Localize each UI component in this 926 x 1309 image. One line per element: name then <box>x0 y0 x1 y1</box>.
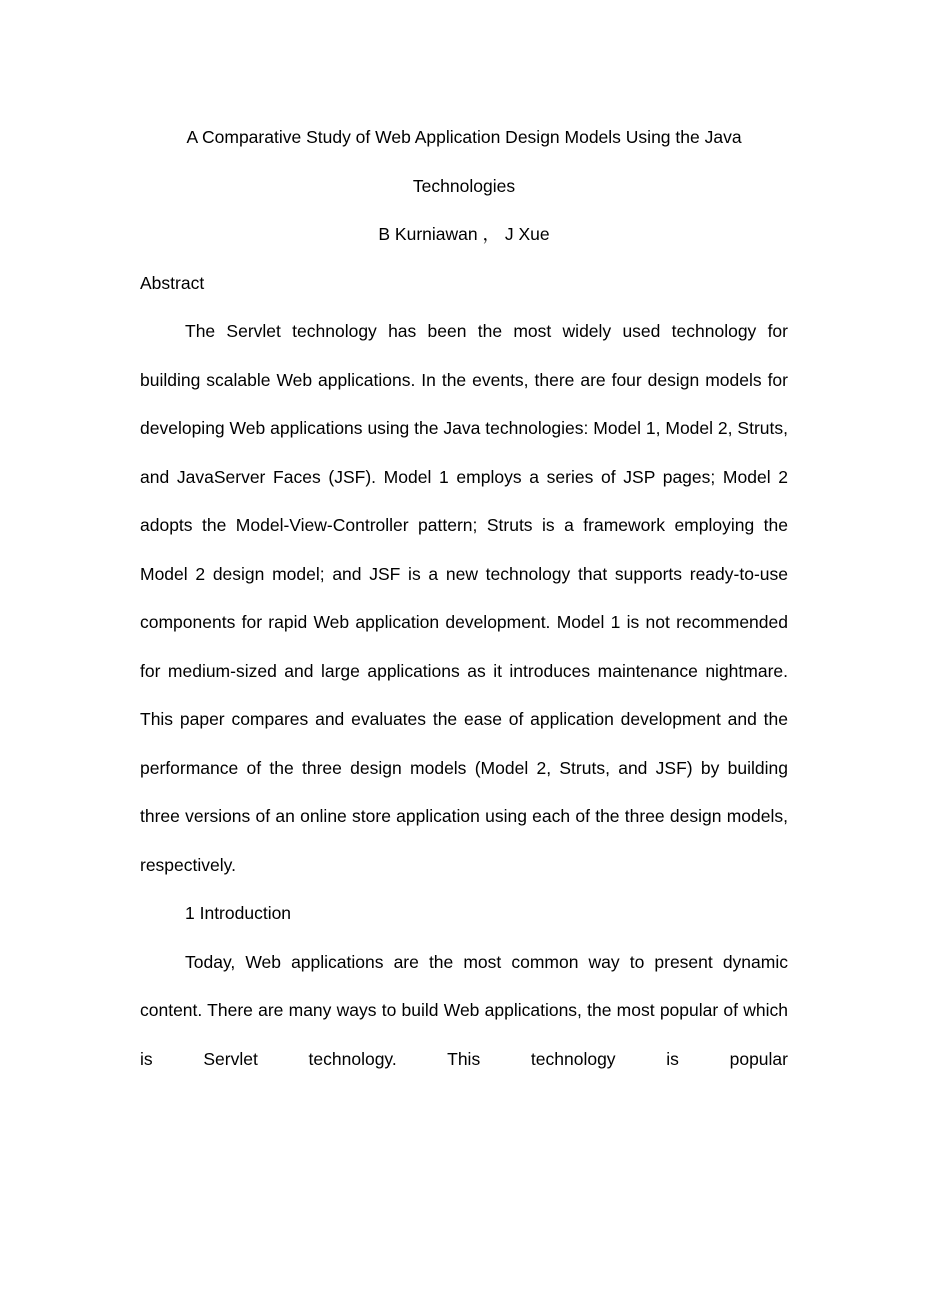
paper-title: A Comparative Study of Web Application Design Models Using the Java Technologies <box>186 127 742 196</box>
document-body <box>140 113 788 1083</box>
paper-authors: B Kurniawan ， J Xue <box>378 224 550 244</box>
abstract-paragraph: The Servlet technology has been the most widely used technology for building scalable Web applications. In the events, there are four design models for developing Web applications using the Java technologies: Model 1, Model 2, Struts, and JavaServer Faces (JSF). Model 1 employs a series of JSP pages; Model 2 adopts the Model-View-Controller pattern; Struts is a framework employing the Model 2 design model; and JSF is a new technology that supports ready-to-use components for rapid Web application development. Model 1 is not recommended for medium-sized and large applications as it introduces maintenance nightmare. This paper compares and evaluates the ease of application development and the performance of the three design models (Model 2, Struts, and JSF) by building three versions of an online store application using each of the three design models, respectively. <box>140 321 788 875</box>
introduction-paragraph: Today, Web applications are the most common way to present dynamic content. There are many ways to build Web applications, the most popular of which is Servlet technology. This technology is popular <box>140 951 788 1069</box>
abstract-heading: Abstract <box>140 272 205 293</box>
introduction-heading: 1 Introduction <box>185 903 292 923</box>
